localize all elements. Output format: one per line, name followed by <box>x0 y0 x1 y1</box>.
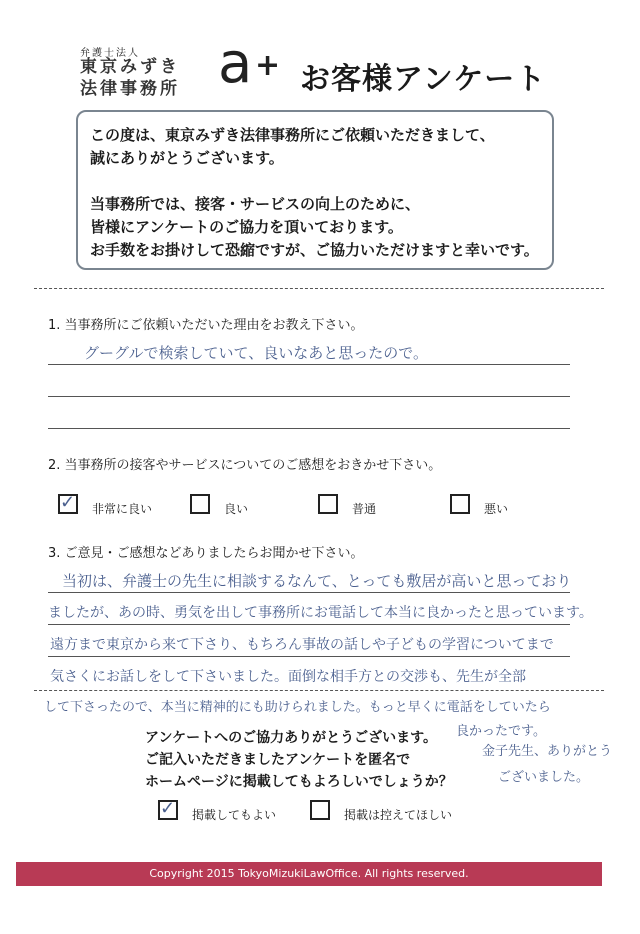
intro-line: 誠にありがとうございます。 <box>90 149 284 167</box>
check-mark-icon: ✓ <box>60 492 76 513</box>
intro-line: 皆様にアンケートのご協力を頂いております。 <box>90 218 403 236</box>
intro-line: お手数をお掛けして恐縮ですが、ご協力いただけますと幸いです。 <box>90 241 539 259</box>
question-1: 1. 当事務所にご依頼いただいた理由をお教え下さい。 <box>48 318 364 333</box>
q3-answer-line[interactable]: して下さったので、本当に精神的にも助けられました。もっと早くに電話をしていたら <box>44 700 551 715</box>
question-3: 3. ご意見・ご感想などありましたらお聞かせ下さい。 <box>48 546 364 561</box>
closing-message <box>145 727 453 793</box>
option-label-publish-no: 掲載は控えてほしい <box>344 808 453 822</box>
checkbox-good[interactable] <box>190 494 210 514</box>
firm-name-line1: 東京みずき <box>80 57 180 77</box>
answer-line <box>48 592 570 593</box>
copyright-footer: Copyright 2015 TokyoMizukiLawOffice. All rights reserved. <box>16 862 602 886</box>
firm-name <box>80 56 180 100</box>
answer-line <box>48 364 570 365</box>
checkbox-publish-no[interactable] <box>310 800 330 820</box>
q3-answer-line[interactable]: 良かったです。 <box>456 724 546 739</box>
checkbox-average[interactable] <box>318 494 338 514</box>
option-label-very-good: 非常に良い <box>92 502 153 516</box>
checkbox-bad[interactable] <box>450 494 470 514</box>
check-mark-icon: ✓ <box>160 798 176 819</box>
q3-answer-line[interactable]: 金子先生、ありがとう <box>482 744 613 759</box>
firm-type-label: 弁護士法人 <box>80 48 140 59</box>
option-label-bad: 悪い <box>484 502 509 516</box>
answer-line <box>48 656 570 657</box>
option-label-average: 普通 <box>352 502 377 516</box>
answer-line <box>48 428 570 429</box>
q3-answer-line[interactable]: 気さくにお話しをして下さいました。面倒な相手方との交渉も、先生が全部 <box>50 669 526 685</box>
option-label-publish-ok: 掲載してもよい <box>192 808 277 822</box>
section-divider <box>34 690 604 691</box>
section-divider <box>34 288 604 289</box>
q3-answer-line[interactable]: 当初は、弁護士の先生に相談するなんて、とっても敷居が高いと思っており <box>62 572 572 590</box>
option-label-good: 良い <box>224 502 249 516</box>
answer-line <box>48 624 570 625</box>
answer-line <box>48 396 570 397</box>
q1-answer[interactable]: グーグルで検索していて、良いなあと思ったので。 <box>84 344 428 362</box>
q3-answer-line[interactable]: ございました。 <box>498 770 590 785</box>
closing-line: ご記入いただきましたアンケートを匿名で <box>145 752 411 768</box>
logo-plus-mark: + <box>255 48 281 83</box>
logo-a-mark: a <box>218 31 253 96</box>
intro-text <box>90 124 550 262</box>
page-title: お客様アンケート <box>300 62 547 97</box>
q3-answer-line[interactable]: 遠方まで東京から来て下さり、もちろん事故の話しや子どもの学習についてまで <box>50 637 554 653</box>
intro-line: この度は、東京みずき法律事務所にご依頼いただきまして、 <box>90 126 495 144</box>
firm-name-line2: 法律事務所 <box>80 79 180 99</box>
question-2: 2. 当事務所の接客やサービスについてのご感想をおきかせ下さい。 <box>48 458 442 473</box>
closing-line: アンケートへのご協力ありがとうございます。 <box>145 730 438 746</box>
closing-line: ホームページに掲載してもよろしいでしょうか？ <box>145 774 453 790</box>
q3-answer-line[interactable]: ましたが、あの時、勇気を出して事務所にお電話して本当に良かったと思っています。 <box>48 605 593 621</box>
intro-line: 当事務所では、接客・サービスの向上のために、 <box>90 195 421 213</box>
